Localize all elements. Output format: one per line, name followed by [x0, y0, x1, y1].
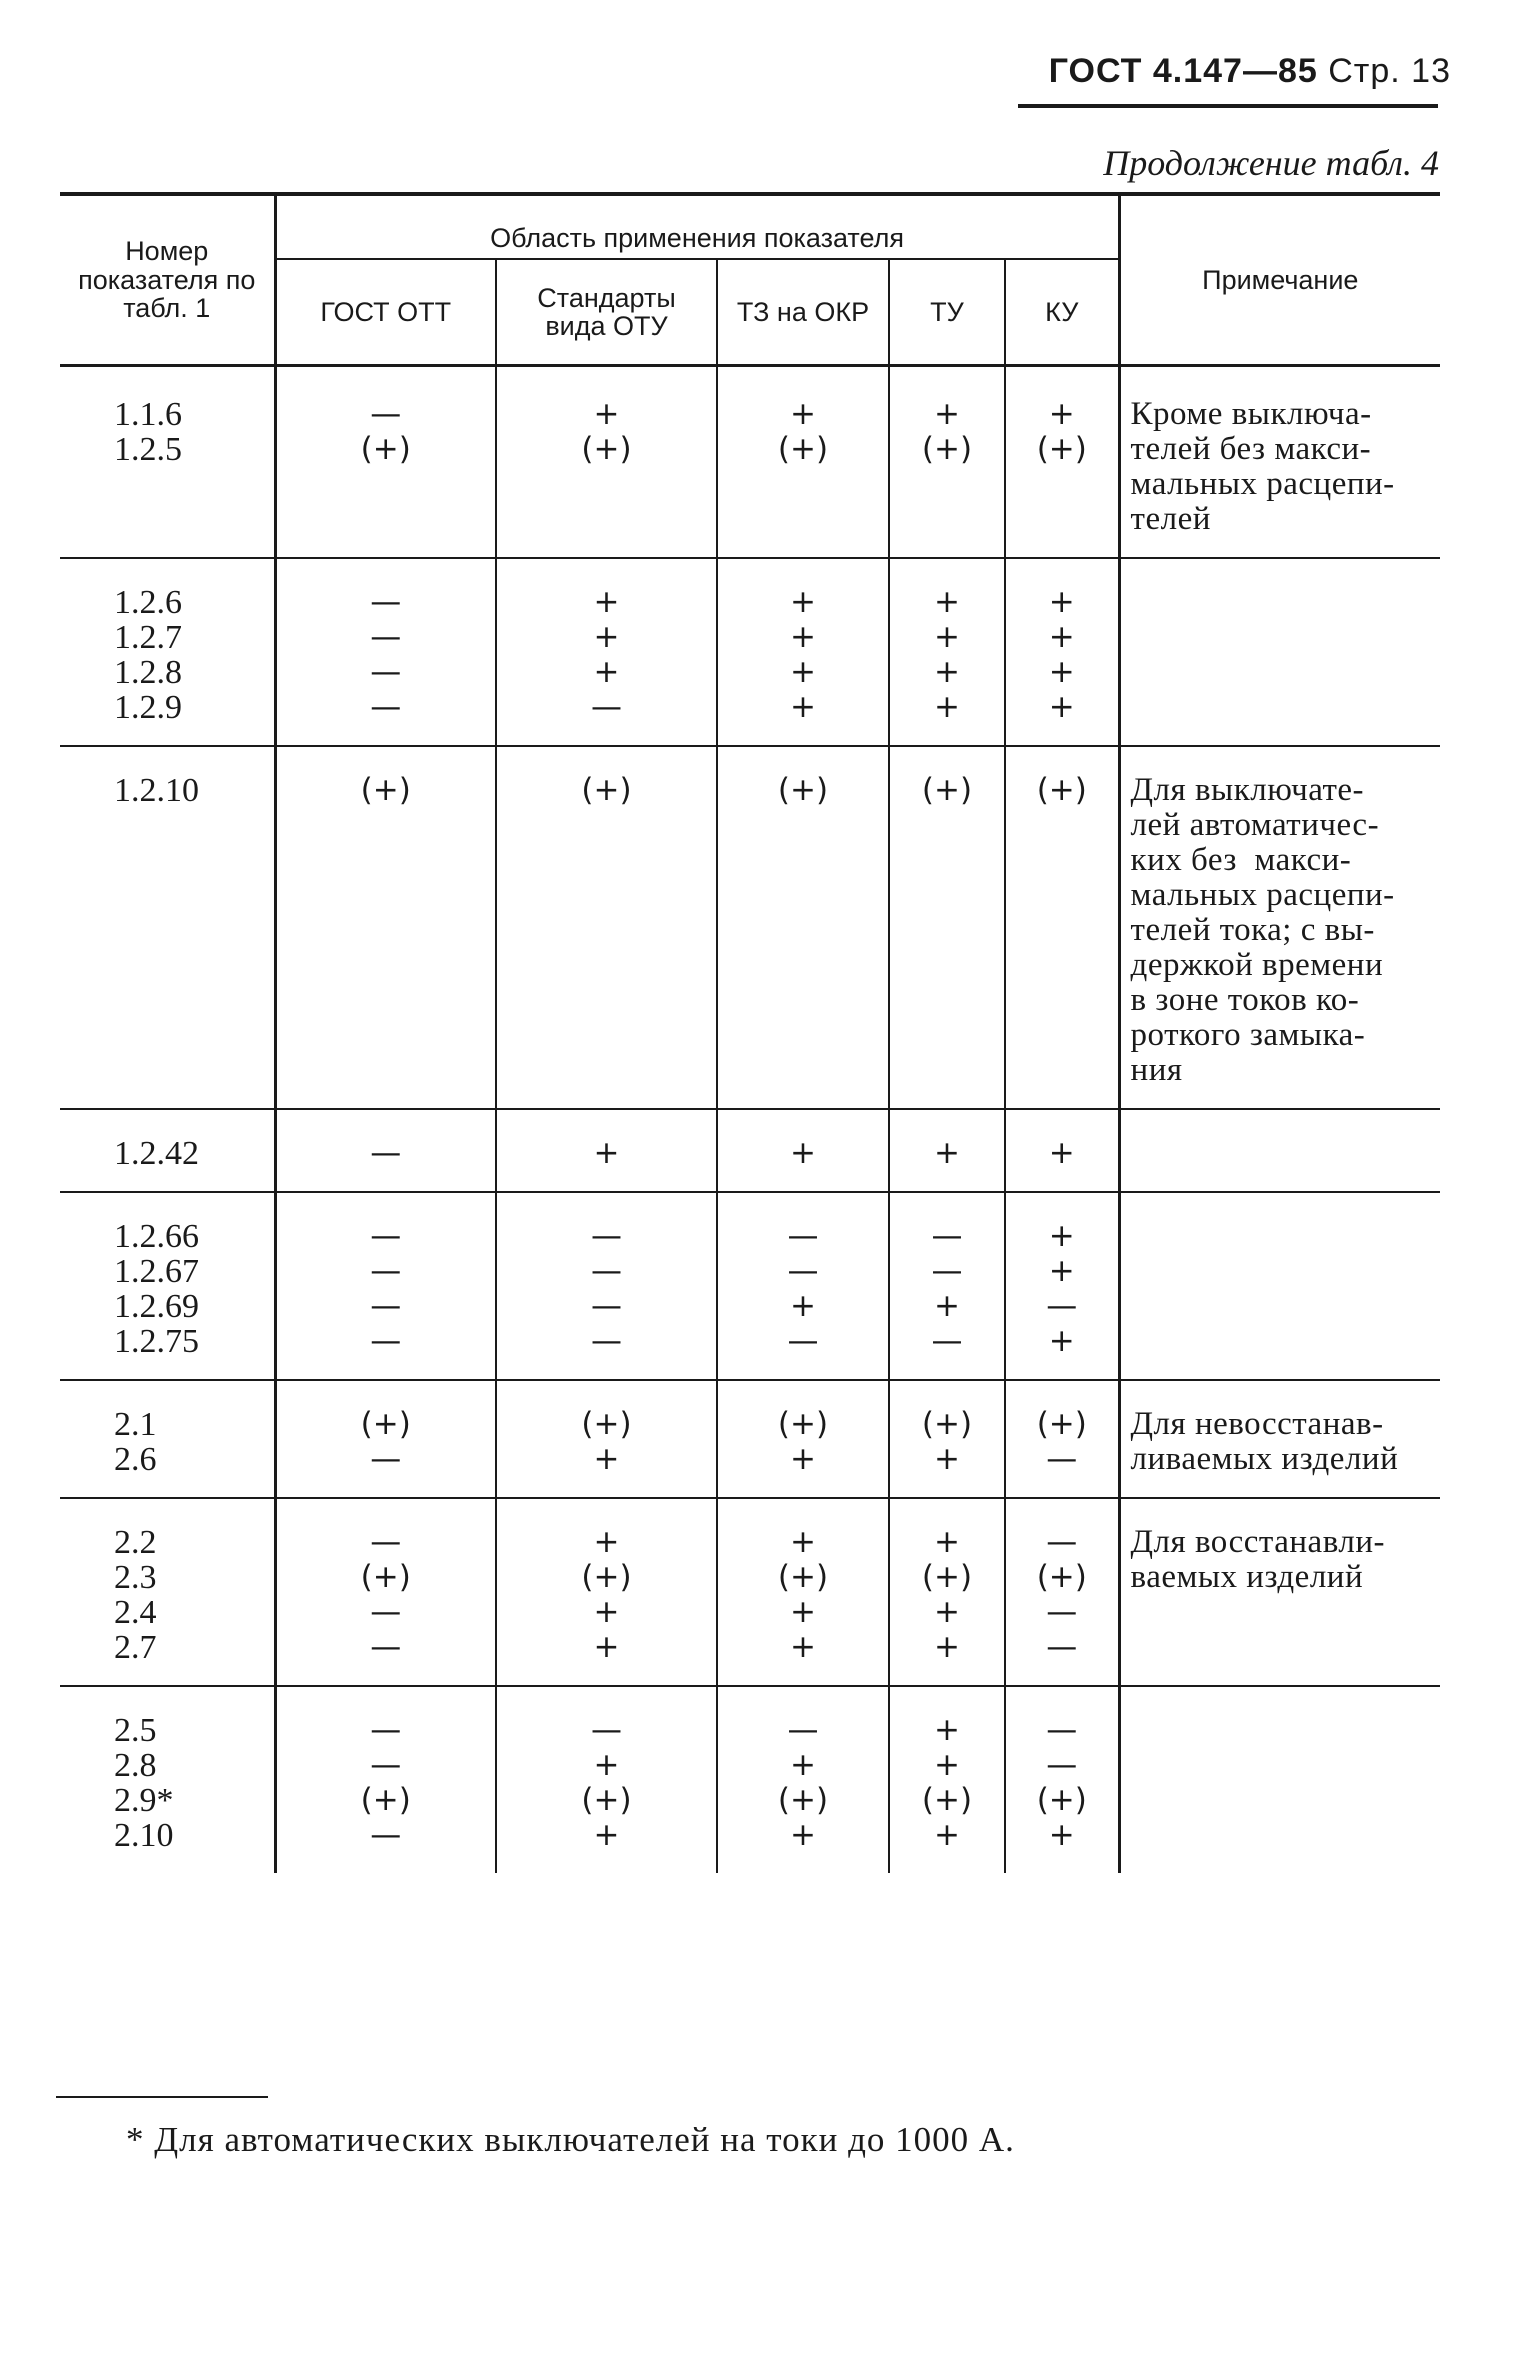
applicability-cell [717, 366, 889, 559]
applicability-mark: + [593, 1441, 620, 1477]
indicator-number: 1.2.6 [114, 584, 182, 621]
applicability-cell [275, 1686, 496, 1873]
applicability-cell [1005, 1380, 1119, 1498]
table-body [60, 366, 1440, 1874]
indicator-number: 2.10 [114, 1817, 174, 1854]
applicability-mark: — [370, 1135, 402, 1171]
note-line: в зоне токов ко- [1130, 982, 1360, 1018]
applicability-mark: + [1048, 1135, 1075, 1171]
applicability-mark: — [370, 1218, 402, 1254]
applicability-cell [275, 366, 496, 559]
applicability-mark: (+) [777, 1406, 829, 1442]
footnote: * Для автоматических выключателей на токи до 1000 А. [126, 2120, 1015, 2159]
applicability-mark: + [790, 1288, 816, 1324]
indicator-numbers [60, 1109, 275, 1192]
page-header [1049, 52, 1451, 91]
note-line: телей тока; с вы- [1130, 912, 1375, 948]
applicability-mark: + [1048, 654, 1075, 690]
applicability-mark: (+) [1036, 1782, 1087, 1818]
applicability-cell [1005, 746, 1119, 1109]
applicability-mark: — [591, 689, 622, 725]
table-row [60, 1192, 1440, 1380]
applicability-mark: — [787, 1253, 819, 1289]
applicability-mark: + [593, 396, 620, 432]
applicability-mark: — [370, 654, 402, 690]
applicability-mark: — [370, 1712, 402, 1748]
applicability-mark: + [790, 654, 816, 690]
applicability-mark: — [370, 1629, 402, 1665]
applicability-cell [717, 746, 889, 1109]
indicator-number: 2.4 [114, 1594, 157, 1631]
applicability-cell [889, 558, 1005, 746]
indicator-number: 1.2.8 [114, 654, 182, 691]
applicability-cell [1005, 558, 1119, 746]
applicability-mark: (+) [581, 1782, 632, 1818]
applicability-cell [275, 1109, 496, 1192]
applicability-cell [275, 558, 496, 746]
applicability-mark: + [1048, 584, 1075, 620]
indicator-number: 1.2.69 [114, 1288, 199, 1325]
applicability-mark: — [591, 1323, 622, 1359]
applicability-mark: + [1048, 619, 1075, 655]
applicability-cell [496, 1109, 717, 1192]
indicator-number: 1.2.75 [114, 1323, 199, 1360]
applicability-mark: + [790, 1594, 816, 1630]
applicability-mark: — [591, 1712, 622, 1748]
applicability-cell [275, 1380, 496, 1498]
applicability-mark: — [1046, 1747, 1078, 1783]
indicator-numbers [60, 1498, 275, 1686]
applicability-cell [496, 1686, 717, 1873]
indicator-number: 1.2.42 [114, 1135, 199, 1172]
applicability-mark: + [934, 1629, 960, 1665]
note-line: ких без макси- [1130, 842, 1352, 878]
applicability-mark: — [370, 619, 402, 655]
indicator-numbers [60, 558, 275, 746]
note-cell [1119, 1109, 1440, 1192]
note-cell [1119, 558, 1440, 746]
applicability-mark: (+) [581, 1559, 632, 1595]
applicability-mark: + [593, 654, 620, 690]
applicability-mark: (+) [360, 1782, 411, 1818]
applicability-cell [496, 746, 717, 1109]
applicability-mark: + [790, 1817, 816, 1853]
applicability-cell [275, 746, 496, 1109]
indicator-number: 2.2 [114, 1524, 157, 1561]
applicability-mark: — [1046, 1524, 1078, 1560]
header-col-ku: КУ [1005, 259, 1119, 366]
note-cell [1119, 1192, 1440, 1380]
header-area: Область применения показателя [275, 194, 1119, 259]
applicability-cell [1005, 366, 1119, 559]
applicability-mark: (+) [581, 1406, 632, 1442]
applicability-mark: — [787, 1712, 819, 1748]
applicability-mark: + [1048, 396, 1075, 432]
indicator-number: 1.2.7 [114, 619, 182, 656]
header-col-gost-ott: ГОСТ ОТТ [275, 259, 496, 366]
note-line: Кроме выключа- [1130, 396, 1372, 432]
header-note: Примечание [1119, 194, 1440, 366]
applicability-mark: (+) [360, 431, 411, 467]
applicability-mark: + [934, 584, 960, 620]
applicability-mark: + [593, 1524, 620, 1560]
applicability-cell [275, 1498, 496, 1686]
note-cell [1119, 366, 1440, 559]
indicator-numbers [60, 1192, 275, 1380]
applicability-mark: — [787, 1218, 819, 1254]
indicator-number: 2.5 [114, 1712, 157, 1749]
applicability-mark: + [593, 1629, 620, 1665]
applicability-mark: + [790, 689, 816, 725]
header-col-tz-okr: ТЗ на ОКР [717, 259, 889, 366]
applicability-cell [1005, 1192, 1119, 1380]
applicability-mark: + [790, 1135, 816, 1171]
applicability-cell [275, 1192, 496, 1380]
applicability-mark: — [591, 1288, 622, 1324]
note-cell [1119, 1686, 1440, 1873]
applicability-mark: + [934, 1817, 960, 1853]
note-line: Для восстанавли- [1130, 1524, 1385, 1560]
applicability-mark: + [934, 619, 960, 655]
applicability-mark: + [790, 1747, 816, 1783]
indicator-number: 2.6 [114, 1441, 157, 1478]
indicator-numbers [60, 1380, 275, 1498]
note-cell [1119, 746, 1440, 1109]
applicability-mark: — [370, 1441, 402, 1477]
indicators-table [60, 192, 1440, 1873]
applicability-mark: + [934, 1747, 960, 1783]
applicability-mark: (+) [777, 1782, 829, 1818]
table-row [60, 1498, 1440, 1686]
applicability-cell [496, 1380, 717, 1498]
note-line: Для невосстанав- [1130, 1406, 1384, 1442]
applicability-mark: (+) [1036, 431, 1087, 467]
applicability-mark: (+) [360, 1406, 411, 1442]
applicability-mark: — [370, 1524, 402, 1560]
applicability-mark: + [790, 584, 816, 620]
applicability-mark: + [934, 396, 960, 432]
indicator-number: 1.2.10 [114, 772, 199, 809]
indicator-number: 1.1.6 [114, 396, 182, 433]
note-line: ливаемых изделий [1130, 1441, 1399, 1477]
applicability-cell [889, 746, 1005, 1109]
applicability-mark: (+) [1036, 772, 1087, 808]
indicator-number: 2.1 [114, 1406, 157, 1443]
indicator-number: 1.2.67 [114, 1253, 199, 1290]
header-col-standards-otu: Стандарты вида ОТУ [496, 259, 717, 366]
note-line: лей автоматичес- [1130, 807, 1380, 843]
standard-number: ГОСТ 4.147—85 [1048, 52, 1318, 90]
note-line: ния [1130, 1052, 1183, 1088]
applicability-mark: + [1048, 689, 1075, 725]
applicability-mark: (+) [777, 431, 829, 467]
applicability-mark: (+) [777, 1559, 829, 1595]
table-row [60, 1686, 1440, 1873]
applicability-mark: (+) [581, 772, 632, 808]
applicability-mark: — [931, 1218, 963, 1254]
applicability-mark: + [790, 396, 816, 432]
applicability-cell [717, 1380, 889, 1498]
applicability-mark: + [1048, 1323, 1075, 1359]
applicability-mark: (+) [1036, 1559, 1087, 1595]
indicator-number: 1.2.5 [114, 431, 182, 468]
applicability-mark: + [934, 1288, 960, 1324]
applicability-cell [496, 1498, 717, 1686]
applicability-mark: — [370, 689, 402, 725]
note-line: ваемых изделий [1130, 1559, 1364, 1595]
applicability-mark: + [593, 1817, 620, 1853]
applicability-mark: + [934, 654, 960, 690]
applicability-mark: — [370, 1288, 402, 1324]
applicability-cell [889, 1192, 1005, 1380]
table-continuation-label: Продолжение табл. 4 [1103, 143, 1439, 183]
applicability-cell [889, 366, 1005, 559]
note-cell [1119, 1380, 1440, 1498]
indicator-number: 2.3 [114, 1559, 157, 1596]
page-number: Стр. 13 [1328, 52, 1451, 90]
note-line: телей [1130, 501, 1211, 537]
applicability-cell [717, 558, 889, 746]
applicability-cell [889, 1686, 1005, 1873]
applicability-cell [889, 1380, 1005, 1498]
applicability-mark: — [787, 1323, 819, 1359]
indicator-number: 2.7 [114, 1629, 157, 1666]
note-line: телей без макси- [1130, 431, 1372, 467]
applicability-mark: (+) [581, 431, 632, 467]
indicator-numbers [60, 1686, 275, 1873]
table-row [60, 1380, 1440, 1498]
indicator-numbers [60, 746, 275, 1109]
applicability-cell [717, 1686, 889, 1873]
applicability-mark: — [370, 1323, 402, 1359]
applicability-mark: + [790, 1629, 816, 1665]
applicability-cell [717, 1109, 889, 1192]
note-line: мальных расцепи- [1130, 466, 1395, 502]
indicator-number: 1.2.9 [114, 689, 182, 726]
indicator-numbers [60, 366, 275, 559]
applicability-cell [889, 1498, 1005, 1686]
applicability-mark: + [934, 1524, 960, 1560]
applicability-mark: (+) [921, 1782, 973, 1818]
applicability-mark: (+) [921, 431, 973, 467]
header-rule [1018, 104, 1438, 108]
applicability-cell [889, 1109, 1005, 1192]
note-line: роткого замыка- [1130, 1017, 1366, 1053]
applicability-mark: + [1048, 1253, 1075, 1289]
applicability-mark: — [370, 584, 402, 620]
applicability-mark: + [593, 1747, 620, 1783]
applicability-mark: + [1048, 1817, 1075, 1853]
applicability-mark: (+) [921, 772, 973, 808]
applicability-mark: — [370, 396, 402, 432]
applicability-cell [1005, 1109, 1119, 1192]
applicability-mark: — [370, 1747, 402, 1783]
applicability-mark: + [593, 1135, 620, 1171]
note-line: мальных расцепи- [1130, 877, 1395, 913]
applicability-mark: + [934, 1594, 960, 1630]
applicability-cell [496, 1192, 717, 1380]
indicator-number: 2.9* [114, 1782, 174, 1819]
applicability-mark: + [790, 619, 816, 655]
indicator-number: 2.8 [114, 1747, 157, 1784]
header-number: Номер показателя по табл. 1 [60, 194, 275, 366]
table-row [60, 558, 1440, 746]
note-cell [1119, 1498, 1440, 1686]
applicability-mark: + [934, 689, 960, 725]
applicability-cell [717, 1192, 889, 1380]
applicability-mark: (+) [360, 1559, 411, 1595]
applicability-mark: — [591, 1218, 622, 1254]
applicability-mark: — [591, 1253, 622, 1289]
note-line: Для выключате- [1130, 772, 1365, 808]
applicability-mark: (+) [360, 772, 411, 808]
applicability-mark: + [790, 1441, 816, 1477]
table-row [60, 1109, 1440, 1192]
applicability-mark: + [1048, 1218, 1075, 1254]
table-row [60, 366, 1440, 559]
applicability-mark: — [370, 1817, 402, 1853]
applicability-cell [1005, 1498, 1119, 1686]
applicability-mark: — [1046, 1629, 1078, 1665]
table-row [60, 746, 1440, 1109]
applicability-mark: + [593, 1594, 620, 1630]
applicability-mark: (+) [921, 1559, 973, 1595]
applicability-mark: — [1046, 1441, 1078, 1477]
applicability-cell [1005, 1686, 1119, 1873]
applicability-mark: + [934, 1712, 960, 1748]
applicability-cell [717, 1498, 889, 1686]
applicability-mark: — [931, 1323, 963, 1359]
applicability-mark: — [370, 1594, 402, 1630]
applicability-mark: (+) [777, 772, 829, 808]
applicability-mark: + [934, 1441, 960, 1477]
applicability-mark: — [1046, 1712, 1078, 1748]
applicability-mark: + [790, 1524, 816, 1560]
note-line: держкой времени [1130, 947, 1384, 983]
applicability-mark: — [370, 1253, 402, 1289]
applicability-mark: + [934, 1135, 960, 1171]
applicability-mark: — [931, 1253, 963, 1289]
applicability-mark: — [1046, 1594, 1078, 1630]
applicability-mark: — [1046, 1288, 1078, 1324]
footnote-rule [56, 2096, 268, 2098]
applicability-mark: (+) [1036, 1406, 1087, 1442]
applicability-mark: (+) [921, 1406, 973, 1442]
applicability-cell [496, 558, 717, 746]
applicability-mark: + [593, 584, 620, 620]
indicator-number: 1.2.66 [114, 1218, 199, 1255]
applicability-cell [496, 366, 717, 559]
header-col-tu: ТУ [889, 259, 1005, 366]
applicability-mark: + [593, 619, 620, 655]
